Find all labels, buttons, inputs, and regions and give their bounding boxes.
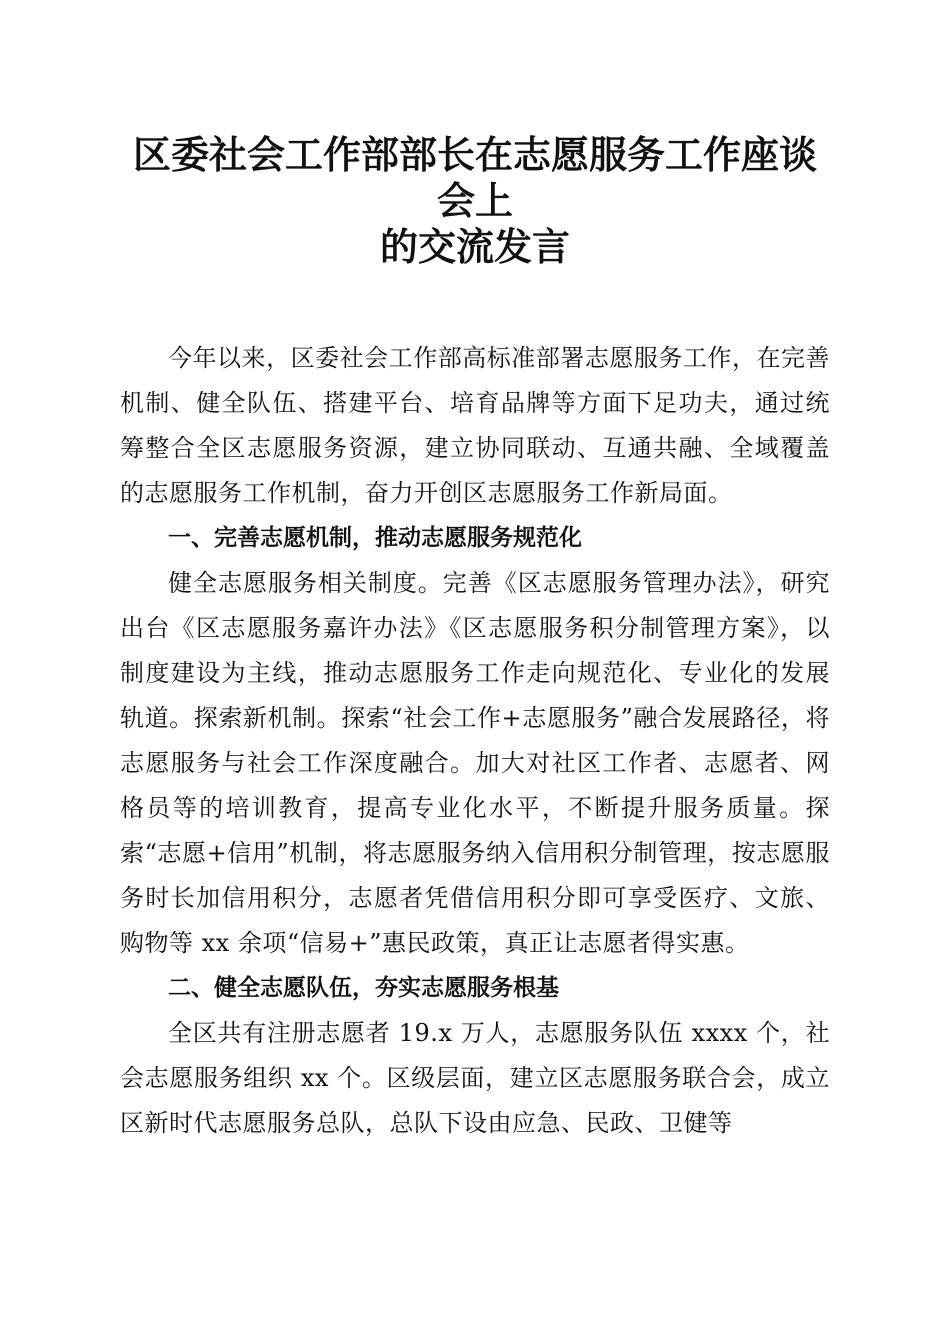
document-body: [120, 336, 830, 1146]
intro-paragraph: 今年以来，区委社会工作部高标准部署志愿服务工作，在完善机制、健全队伍、搭建平台、培育品牌等方面下足功夫，通过统筹整合全区志愿服务资源，建立协同联动、互通共融、全域覆盖的志愿服务工作机制，奋力开创区志愿服务工作新局面。: [120, 344, 830, 507]
section-heading-2: 二、健全志愿队伍，夯实志愿服务根基: [168, 975, 559, 1001]
section-paragraph-1: 健全志愿服务相关制度。完善《区志愿服务管理办法》，研究出台《区志愿服务嘉许办法》《区志愿服务积分制管理方案》，以制度建设为主线，推动志愿服务工作走向规范化、专业化的发展轨道。探索新机制。探索“社会工作+志愿服务”融合发展路径，将志愿服务与社会工作深度融合。加大对社区工作者、志愿者、网格员等的培训教育，提高专业化水平，不断提升服务质量。探索“志愿+信用”机制，将志愿服务纳入信用积分制管理，按志愿服务时长加信用积分，志愿者凭借信用积分即可享受医疗、文旅、购物等 xx 余项“信易+”惠民政策，真正让志愿者得实惠。: [120, 569, 830, 957]
title-line-2: 的交流发言: [379, 224, 570, 269]
document-page: [120, 132, 830, 1146]
title-line-1: 区委社会工作部部长在志愿服务工作座谈会上: [132, 132, 817, 223]
section-heading-1: 一、完善志愿机制，推动志愿服务规范化: [168, 525, 582, 551]
document-title: [120, 132, 830, 270]
section-paragraph-2: 全区共有注册志愿者 19.x 万人，志愿服务队伍 xxxx 个，社会志愿服务组织 xx 个。区级层面，建立区志愿服务联合会，成立区新时代志愿服务总队，总队下设由应急、民政、卫健等: [120, 1019, 830, 1137]
